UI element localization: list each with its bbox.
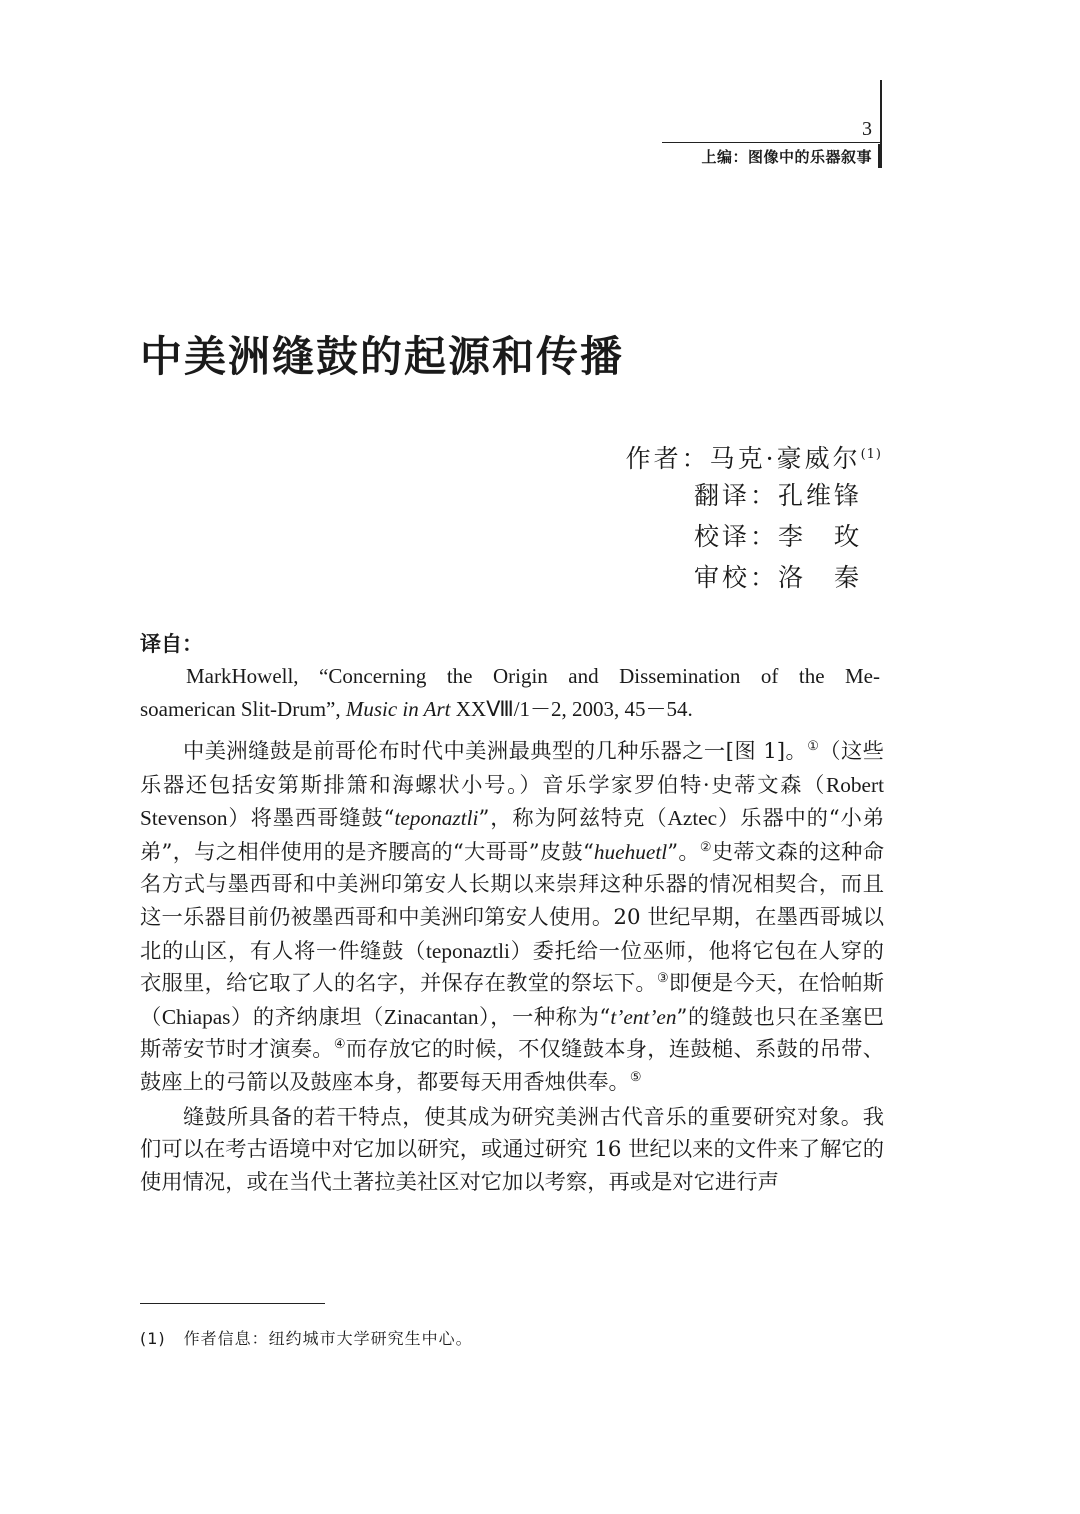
footnote-rule xyxy=(140,1303,325,1304)
header-horizontal-rule xyxy=(662,142,882,143)
note-ref-3: ③ xyxy=(656,971,669,987)
term-tenten: t’ent’en xyxy=(610,1004,677,1029)
term-teponaztli: teponaztli xyxy=(394,806,479,831)
note-ref-4: ④ xyxy=(333,1037,346,1053)
translator-credit: 翻译：孔维锋 xyxy=(693,481,862,510)
citation-line-1: MarkHowell, “Concerning the Origin and Dissemination of the Me- xyxy=(186,664,880,688)
article-title: 中美洲缝鼓的起源和传播 xyxy=(140,332,625,381)
page-header xyxy=(650,80,882,170)
journal-title: Music in Art xyxy=(345,697,451,721)
credits-block xyxy=(626,434,882,598)
footnote-number: (1) xyxy=(140,1329,166,1348)
source-label: 译自： xyxy=(140,632,203,656)
proofreader-credit: 校译：李 玫 xyxy=(693,522,862,551)
header-thick-bar xyxy=(878,144,882,168)
paragraph-2: 缝鼓所具备的若干特点，使其成为研究美洲古代音乐的重要研究对象。我们可以在考古语境中对它加以研究，或通过研究 16 世纪以来的文件来了解它的使用情况，或在当代土著拉美社区对它加以考察，再或是对它进行声 xyxy=(140,1104,884,1195)
note-ref-2: ② xyxy=(699,839,712,855)
page-number: 3 xyxy=(862,118,872,140)
source-citation xyxy=(140,660,880,726)
note-ref-1: ① xyxy=(807,739,820,754)
footnote-1 xyxy=(140,1326,473,1349)
citation-line-2: soamerican Slit-Drum”, Music in Art XXⅧ/1－2, 2003, 45－54. xyxy=(140,697,693,721)
body-text xyxy=(140,736,884,1199)
reviewer-credit: 审校：洛 秦 xyxy=(693,563,862,592)
author-credit: 作者：马克·豪威尔$^{(1)}$ xyxy=(625,444,882,473)
running-head: 上编：图像中的乐器叙事 xyxy=(701,148,872,166)
paragraph-1: 中美洲缝鼓是前哥伦布时代中美洲最典型的几种乐器之一[图 1]。①（这些乐器还包括安第斯排箫和海螺状小号。）音乐学家罗伯特·史蒂文森（Robert Stevenson）将墨西哥缝鼓“teponaztli”，称为阿兹特克（Aztec）乐器中的“小弟弟”，与之相伴使用的是齐腰高的“大哥哥”皮鼓“huehuetl”。②史蒂文森的这种命名方式与墨西哥和中美洲印第安人长期以来崇拜这种乐器的情况相契合，而且这一乐器目前仍被墨西哥和中美洲印第安人使用。20 世纪早期，在墨西哥城以北的山区，有人将一件缝鼓（teponaztli）委托给一位巫师，他将它包在人穿的衣服里，给它取了人的名字，并保存在教堂的祭坛下。③即便是今天，在恰帕斯（Chiapas）的齐纳康坦（Zinacantan），一种称为“t’ent’en”的缝鼓也只在圣塞巴斯蒂安节时才演奏。④而存放它的时候，不仅缝鼓本身，连鼓槌、系鼓的吊带、鼓座上的弓箭以及鼓座本身，都要每天用香烛供奉。⑤ xyxy=(140,739,885,1095)
term-huehuetl: huehuetl xyxy=(593,839,668,864)
note-ref-5: ⑤ xyxy=(629,1069,642,1085)
author-note-ref: (1) xyxy=(860,447,882,462)
footnote-text: 作者信息：纽约城市大学研究生中心。 xyxy=(183,1329,473,1348)
